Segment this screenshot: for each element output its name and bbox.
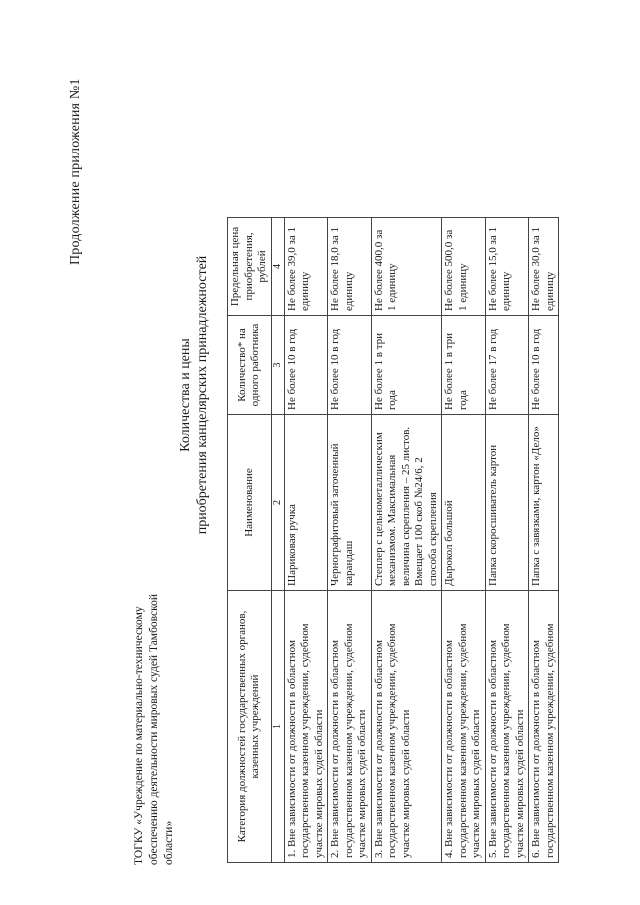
cell-name: Чернографитовый заточенный карандаш: [328, 415, 372, 591]
cell-category: 5. Вне зависимости от должности в областном государственном казенном учреждении, судебном участке мировых судей области: [485, 591, 529, 863]
column-number: 4: [271, 218, 284, 316]
cell-quantity: Не более 17 в год: [485, 316, 529, 415]
column-header-quantity: Количество* на одного работника: [228, 316, 272, 415]
table-header-row: [228, 218, 272, 863]
cell-category: 3. Вне зависимости от должности в областном государственном казенном учреждении, судебном участке мировых судей области: [371, 591, 442, 863]
cell-category: 6. Вне зависимости от должности в областном государственном казенном учреждении, судебном: [529, 591, 559, 863]
column-number: 2: [271, 415, 284, 591]
cell-price: Не более 39,0 за 1 единицу: [284, 218, 328, 316]
cell-price: Не более 30,0 за 1 единицу: [529, 218, 559, 316]
cell-quantity: Не более 10 в год: [529, 316, 559, 415]
column-header-name: Наименование: [228, 415, 272, 591]
table-row: [442, 218, 486, 863]
supplies-table: [227, 217, 559, 863]
title-line-1: Количества и цены: [178, 338, 193, 452]
table-row: [371, 218, 442, 863]
column-numbers-row: [271, 218, 284, 863]
cell-category: 4. Вне зависимости от должности в областном государственном казенном учреждении, судебном участке мировых судей области: [442, 591, 486, 863]
column-header-category: Категория должностей государственных органов, казенных учреждений: [228, 591, 272, 863]
cell-name: Шариковая ручка: [284, 415, 328, 591]
cell-name: Папка с завязками, картон «Дело»: [529, 415, 559, 591]
cell-name: Папка скоросшиватель картон: [485, 415, 529, 591]
table-row: [328, 218, 372, 863]
cell-category: 2. Вне зависимости от должности в областном государственном казенном учреждении, судебном участке мировых судей области: [328, 591, 372, 863]
title-line-2: приобретения канцелярских принадлежностей: [195, 255, 210, 535]
column-header-price: Предельная цена приобретения, рублей: [228, 218, 272, 316]
cell-name: Дырокол большой: [442, 415, 486, 591]
cell-quantity: Не более 1 в три года: [371, 316, 442, 415]
cell-quantity: Не более 1 в три года: [442, 316, 486, 415]
appendix-label: Продолжение приложения №1: [68, 78, 83, 265]
column-number: 3: [271, 316, 284, 415]
cell-quantity: Не более 10 в год: [284, 316, 328, 415]
table-row: [284, 218, 328, 863]
document-title: [177, 185, 211, 605]
cell-price: Не более 15,0 за 1 единицу: [485, 218, 529, 316]
cell-quantity: Не более 10 в год: [328, 316, 372, 415]
cell-name: Степлер с цельнометаллическим механизмом. Максимальная величина скрепления – 25 листов. Вмещает 100 скоб №24/6, 2 способа скрепления: [371, 415, 442, 591]
column-number: 1: [271, 591, 284, 863]
table-row: [485, 218, 529, 863]
table-row: [529, 218, 559, 863]
cell-price: Не более 500,0 за 1 единицу: [442, 218, 486, 316]
cell-price: Не более 400,0 за 1 единицу: [371, 218, 442, 316]
cell-category: 1. Вне зависимости от должности в областном государственном казенном учреждении, судебном участке мировых судей области: [284, 591, 328, 863]
cell-price: Не более 18,0 за 1 единицу: [328, 218, 372, 316]
organization-name: ТОГКУ «Учреждение по материально-техническому обеспечению деятельности мировых судей Тамбовской области»: [133, 593, 175, 865]
